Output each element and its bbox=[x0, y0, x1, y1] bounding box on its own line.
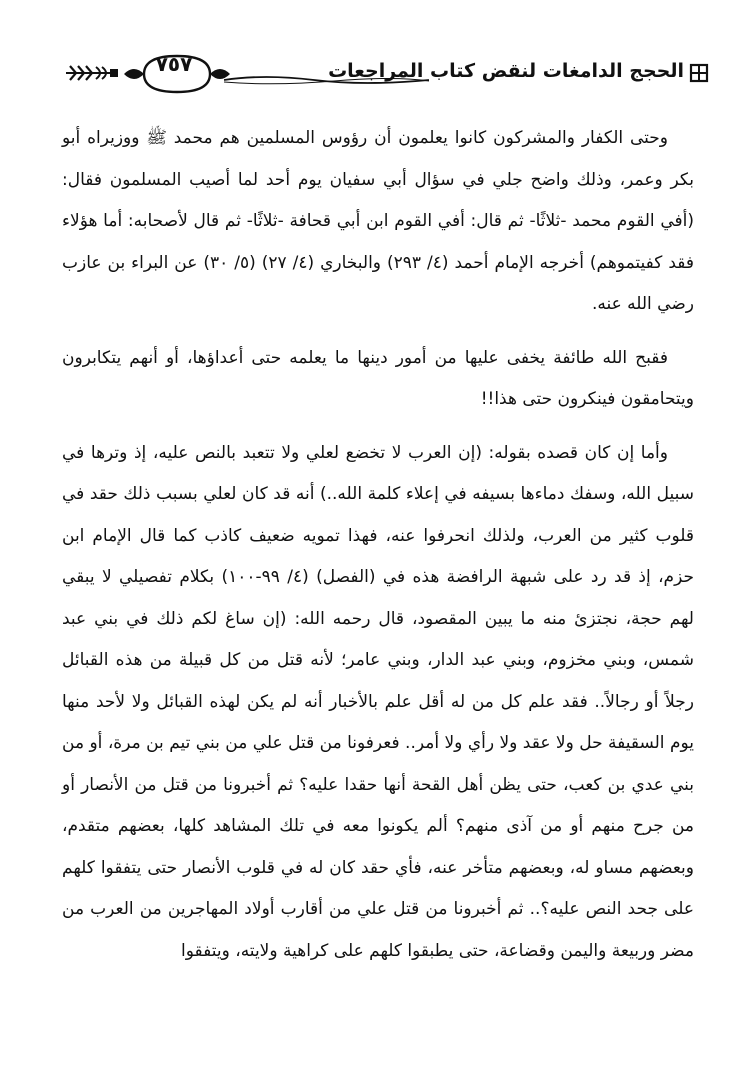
paragraph: وحتى الكفار والمشركون كانوا يعلمون أن رؤوس المسلمين هم محمد ﷺ ووزيراه أبو بكر وعمر، وذلك واضح جلي في سؤال أبي سفيان يوم أحد لما أصيب المسلمون فقال: (أفي القوم محمد -ثلاثًا- ثم قال: أفي القوم ابن أبي قحافة -ثلاثًا- ثم قال لأصحابه: أما هؤلاء فقد كفيتموهم) أخرجه الإمام أحمد (٤/ ٢٩٣) والبخاري (٤/ ٢٧) (٥/ ٣٠) عن البراء بن عازب رضي الله عنه. bbox=[62, 128, 694, 314]
paragraph: وأما إن كان قصده بقوله: (إن العرب لا تخضع لعلي ولا تتعبد بالنص عليه، إذ وترها في سبيل الله، وسفك دماءها بسيفه في إعلاء كلمة الله..) أنه قد كان لعلي بسبب ذلك حقد في قلوب كثير من العرب، ولذلك انحرفوا عنه، فهذا تمويه ضعيف كاذب كما قال الإمام ابن حزم، إذ قد رد على شبهة الرافضة هذه في (الفصل) (٤/ ٩٩-١٠٠) بكلام تفصيلي لا يبقي لهم حجة، نجتزئ منه ما يبين المقصود، قال رحمه الله: (إن ساغ لكم ذلك في بني عبد شمس، وبني مخزوم، وبني عبد الدار، وبني عامر؛ لأنه قتل من كل قبيلة من هذه القبائل رجلاً أو رجالاً.. فقد علم كل من له أقل علم بالأخبار أنه لم يكن لهذه القبائل ولا لأحد منها يوم السقيفة حل ولا عقد ولا رأي ولا أمر.. فعرفونا من قتل علي من بني تيم بن مرة، أو من بني عدي بن كعب، حتى يظن أهل القحة أنها حقدا عليه؟ ثم أخبرونا من قتل من الأنصار أو من جرح منهم أو من آذى منهم؟ ألم يكونوا معه في تلك المشاهد كلها، بعضهم متقدم، وبعضهم مساو له، وبعضهم متأخر عنه، فأي حقد كان له في قلوب الأنصار حتى يتفقوا كلهم على جحد النص عليه؟.. ثم أخبرونا من قتل علي من أقارب أولاد المهاجرين من العرب من مضر وربيعة واليمن وقضاعة، حتى يطبقوا كلهم على كراهية ولايته، ويتفقوا bbox=[62, 442, 694, 961]
book-title: الحجج الدامغات لنقض كتاب المراجعات bbox=[328, 60, 684, 82]
diamond-ornament-icon bbox=[688, 62, 710, 84]
floral-scroll-ornament-icon bbox=[64, 62, 120, 84]
page-header bbox=[64, 40, 714, 102]
paragraph: فقبح الله طائفة يخفى عليها من أمور دينها ما يعلمه حتى أعداؤها، أو أنهم يتكابرون ويتحامقون فينكرون حتى هذا!! bbox=[62, 347, 694, 409]
page-number: ٧٥٧ bbox=[155, 52, 193, 76]
page-body bbox=[62, 118, 694, 972]
